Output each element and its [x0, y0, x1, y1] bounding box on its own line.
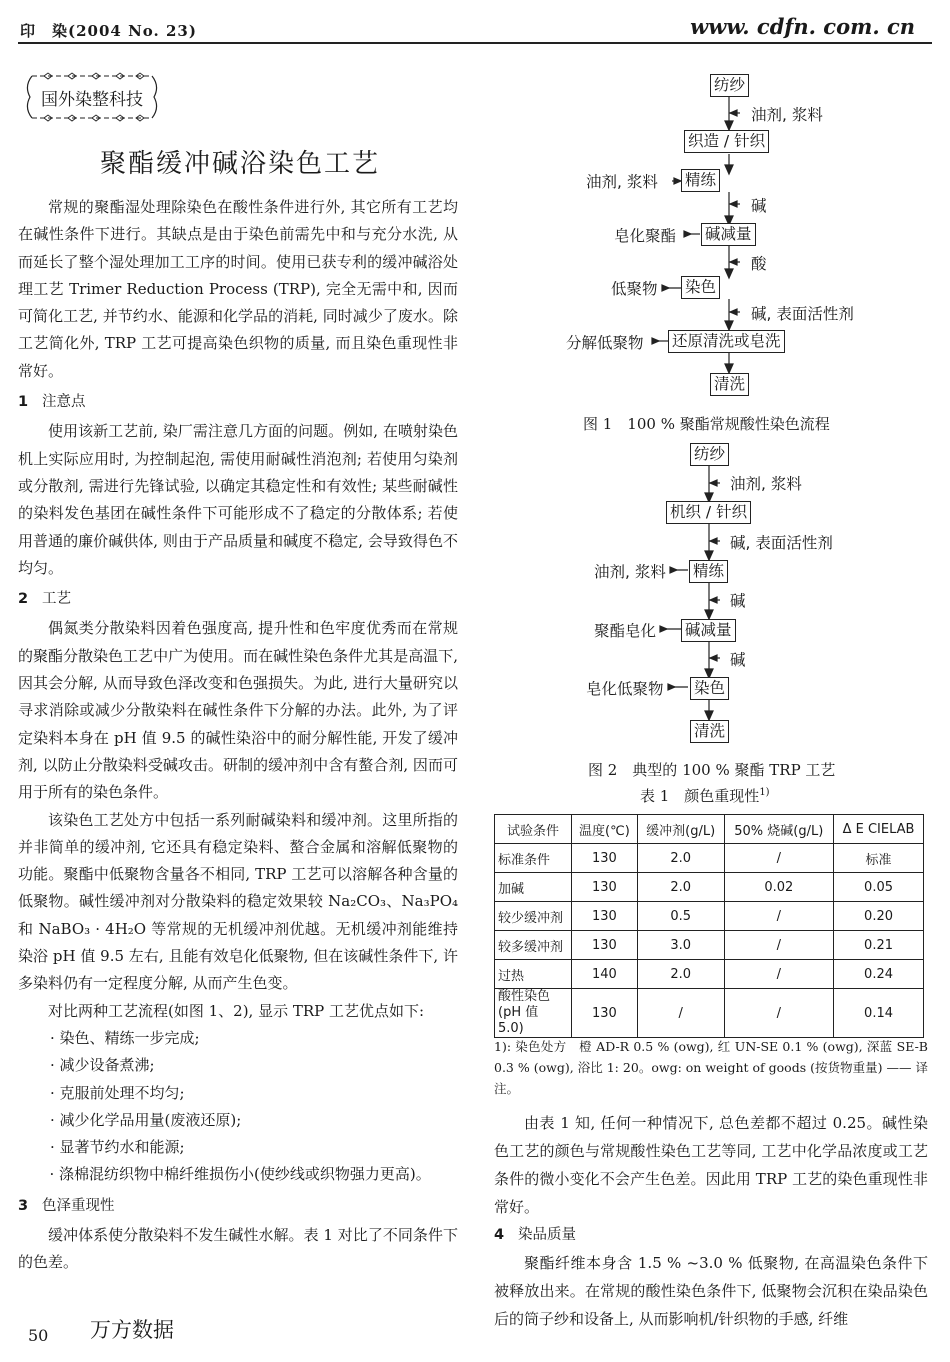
table-cell: 2.0 — [637, 873, 724, 902]
journal-website[interactable]: www. cdfn. com. cn — [690, 14, 915, 39]
fig1-step-weaving: 织造 / 针织 — [684, 130, 769, 153]
table-cell: 0.24 — [834, 960, 924, 989]
figure-1-caption: 图 1 100 % 聚酯常规酸性染色流程 — [583, 415, 830, 433]
table-cell: 较少缓冲剂 — [495, 902, 572, 931]
table-cell: 加碱 — [495, 873, 572, 902]
table-cell: / — [724, 989, 834, 1038]
section-number: 4 — [494, 1227, 505, 1243]
section-heading-4 — [494, 1221, 928, 1249]
fig2-input-alkali-surfactant: 碱, 表面活性剂 — [730, 534, 833, 552]
table-header-cell: 50% 烧碱(g/L) — [724, 815, 834, 844]
table-1-footnote: 1): 染色处方 橙 AD-R 0.5 % (owg), 红 UN-SE 0.1 % (owg), 深蓝 SE-B 0.3 % (owg), 浴比 1: 20。owg: on weight of goods (按货物重量) —— 译注。 — [494, 1039, 928, 1096]
fig1-step-alkali-reduction: 碱减量 — [701, 223, 756, 246]
section-2-paragraph-2: 该染色工艺处方中包括一系列耐碱染料和缓冲剂。这里所指的并非简单的缓冲剂, 它还具有稳定染料、螯合金属和溶解低聚物的功能。聚酯中低聚物含量各不相同, TRP 工艺可以溶解各种含量的低聚物。碱性缓冲剂对分散染料的稳定效果较 Na₂CO₃、Na₃PO₄ 和 NaBO₃ · 4H₂O 等常规的无机缓冲剂优越。无机缓冲剂能维持染浴 pH 值 9.5 左右, 且能有效皂化低聚物, 但在该碱性条件下, 许多染料仍有一定程度分解, 从而产生色变。 — [18, 810, 458, 993]
table-cell: 0.5 — [637, 902, 724, 931]
source-watermark: 万方数据 — [90, 1318, 174, 1342]
table-cell: 0.20 — [834, 902, 924, 931]
table-1-title — [640, 785, 770, 806]
fig2-step-scouring: 精练 — [689, 560, 728, 583]
table-header-cell: Δ E CIELAB — [834, 815, 924, 844]
table-cell: 标准 — [834, 844, 924, 873]
table-cell: 3.0 — [637, 931, 724, 960]
table-row — [495, 902, 924, 931]
table-row — [495, 960, 924, 989]
section-2-paragraph-3: 对比两种工艺流程(如图 1、2), 显示 TRP 工艺优点如下: — [48, 1001, 425, 1020]
bullet-item: · 染色、精练一步完成; — [50, 1028, 200, 1047]
table-cell: 2.0 — [637, 960, 724, 989]
fig2-output-saponified-oligomer: 皂化低聚物 — [586, 680, 664, 698]
section-title: 工艺 — [42, 591, 71, 608]
table-cell: 130 — [572, 844, 638, 873]
table-cell: 0.21 — [834, 931, 924, 960]
table-cell: 130 — [572, 873, 638, 902]
table-cell: 过热 — [495, 960, 572, 989]
fig2-step-alkali-reduction: 碱减量 — [681, 619, 736, 642]
table-cell: 140 — [572, 960, 638, 989]
table-cell: / — [724, 931, 834, 960]
section-2-paragraph-1: 偶氮类分散染料因着色强度高, 提升性和色牢度优秀而在常规的聚酯分散染色工艺中广为使用。而在碱性染色条件尤其是高温下, 因其会分解, 从而导致色泽改变和色强损失。为此, 进行大量研究以寻求消除或减少分散染料在碱性条件下分解的办法。此外, 为了评定染料本身在 pH 值 9.5 的碱性染浴中的耐分解性能, 开发了缓冲剂, 以防止分散染料受碱攻击。研制的缓冲剂中含有螯合剂, 因而可用于所有的染色条件。 — [18, 619, 458, 802]
bullet-item: · 涤棉混纺织物中棉纤维损伤小(使纱线或织物强力更高)。 — [49, 1165, 431, 1184]
table-header-cell: 缓冲剂(g/L) — [637, 815, 724, 844]
table-title-text: 表 1 颜色重现性 — [640, 787, 760, 805]
bullet-item: · 减少设备煮沸; — [50, 1056, 155, 1075]
bullet-item: · 减少化学品用量(废液还原); — [50, 1110, 242, 1129]
table-header-cell: 试验条件 — [495, 815, 572, 844]
header-rule — [18, 42, 932, 44]
journal-header: 印 染(2004 No. 23) — [20, 22, 197, 40]
article-title: 聚酯缓冲碱浴染色工艺 — [99, 149, 380, 179]
table-cell: 0.02 — [724, 873, 834, 902]
table-row — [495, 873, 924, 902]
table-cell: / — [724, 960, 834, 989]
fig1-output-oil-size: 油剂, 浆料 — [586, 173, 658, 191]
fig2-output-saponified-polyester: 聚酯皂化 — [594, 622, 657, 640]
column-label: 国外染整科技 — [41, 90, 143, 110]
table-cell: 较多缓冲剂 — [495, 931, 572, 960]
fig1-step-dyeing: 染色 — [681, 276, 720, 299]
fig2-output-oil-size: 油剂, 浆料 — [594, 563, 666, 581]
fig1-step-rinsing: 清洗 — [710, 373, 749, 396]
column-badge — [22, 72, 162, 122]
bullet-item: · 克服前处理不均匀; — [50, 1083, 185, 1102]
section-number: 2 — [18, 591, 29, 608]
fig1-step-spinning: 纺纱 — [710, 74, 749, 97]
fig1-input-alkali-surfactant: 碱, 表面活性剂 — [751, 305, 854, 323]
section-title: 注意点 — [42, 394, 86, 411]
intro-paragraph: 常规的聚酯湿处理除染色在酸性条件进行外, 其它所有工艺均在碱性条件下进行。其缺点是由于染色前需先中和与充分水洗, 从而延长了整个湿处理加工工序的时间。使用已获专利的缓冲碱浴处理工艺 Trimer Reduction Process (TRP), 完全无需中和, 因而可简化工艺, 并节约水、能源和化学品的消耗, 同时减少了废水。除工艺简化外, TRP 工艺可提高染色织物的质量, 而且染色重现性非常好。 — [18, 198, 458, 380]
table-cell: 标准条件 — [495, 844, 572, 873]
fig1-input-oil-size: 油剂, 浆料 — [751, 106, 823, 124]
section-title: 色泽重现性 — [42, 1197, 115, 1214]
fig2-input-alkali-2: 碱 — [730, 651, 746, 669]
table-row — [495, 844, 924, 873]
page-number: 50 — [28, 1326, 49, 1345]
table-cell: 0.14 — [834, 989, 924, 1038]
table-row — [495, 989, 924, 1038]
section-title: 染品质量 — [518, 1227, 576, 1243]
fig2-step-spinning: 纺纱 — [690, 443, 729, 466]
table-cell: 0.05 — [834, 873, 924, 902]
table-cell: 130 — [572, 902, 638, 931]
fig1-output-oligomer: 低聚物 — [611, 280, 658, 298]
fig2-step-weaving: 机织 / 针织 — [666, 501, 751, 524]
table-header-row — [495, 815, 924, 844]
fig2-input-alkali: 碱 — [730, 592, 746, 610]
color-reproducibility-table — [494, 814, 924, 1038]
table-cell: 130 — [572, 931, 638, 960]
table-cell: / — [724, 902, 834, 931]
section-number: 3 — [18, 1197, 29, 1214]
fig1-input-acid: 酸 — [751, 255, 767, 273]
section-4-paragraph: 聚酯纤维本身含 1.5 % ~3.0 % 低聚物, 在高温染色条件下被释放出来。在常规的酸性染色条件下, 低聚物会沉积在染品染色后的筒子纱和设备上, 从而影响机/针织物的手感, 纤维 — [494, 1254, 928, 1328]
right-column — [494, 1109, 928, 1333]
section-heading-2 — [18, 586, 458, 613]
section-3-paragraph-2: 由表 1 知, 任何一种情况下, 总色差都不超过 0.25。碱性染色工艺的颜色与常规酸性染色工艺等同, 工艺中化学品浓度或工艺条件的微小变化不会产生色差。因此用 TRP 工艺的染色重现性非常好。 — [494, 1114, 928, 1216]
table-cell: / — [637, 989, 724, 1038]
table-cell: 130 — [572, 989, 638, 1038]
table-row — [495, 931, 924, 960]
table-header-cell: 温度(℃) — [572, 815, 638, 844]
section-heading-1 — [18, 389, 458, 416]
section-number: 1 — [18, 394, 29, 411]
fig1-input-alkali: 碱 — [751, 197, 767, 215]
fig1-step-reduction-clearing: 还原清洗或皂洗 — [668, 330, 785, 353]
section-heading-3 — [18, 1193, 458, 1220]
fig2-input-oil-size: 油剂, 浆料 — [730, 475, 802, 493]
fig1-output-decomposed-oligomer: 分解低聚物 — [566, 334, 644, 352]
left-column — [18, 194, 458, 1277]
section-1-paragraph: 使用该新工艺前, 染厂需注意几方面的问题。例如, 在喷射染色机上实际应用时, 为控制起泡, 需使用耐碱性消泡剂; 若使用匀染剂或分散剂, 需进行先锋试验, 以确定其稳定性和有效性; 某些耐碱性的染料发色基团在碱性条件下可能形成不了稳定的分散体系; 若使用普通的廉价碱供体, 则由于产品质量和碱度不稳定, 会导致得色不均匀。 — [18, 422, 458, 577]
table-cell: 2.0 — [637, 844, 724, 873]
fig1-step-scouring: 精练 — [681, 169, 720, 192]
table-cell: 酸性染色 (pH 值 5.0) — [495, 989, 572, 1038]
fig2-step-dyeing: 染色 — [690, 677, 729, 700]
fig1-output-saponified-polyester: 皂化聚酯 — [614, 227, 677, 245]
figure-2-caption: 图 2 典型的 100 % 聚酯 TRP 工艺 — [588, 761, 836, 779]
bullet-item: · 显著节约水和能源; — [50, 1138, 185, 1157]
table-cell: / — [724, 844, 834, 873]
fig2-step-rinsing: 清洗 — [690, 720, 729, 743]
section-3-paragraph-1: 缓冲体系使分散染料不发生碱性水解。表 1 对比了不同条件下的色差。 — [18, 1225, 458, 1272]
table-title-footnote-mark: 1) — [759, 787, 770, 798]
